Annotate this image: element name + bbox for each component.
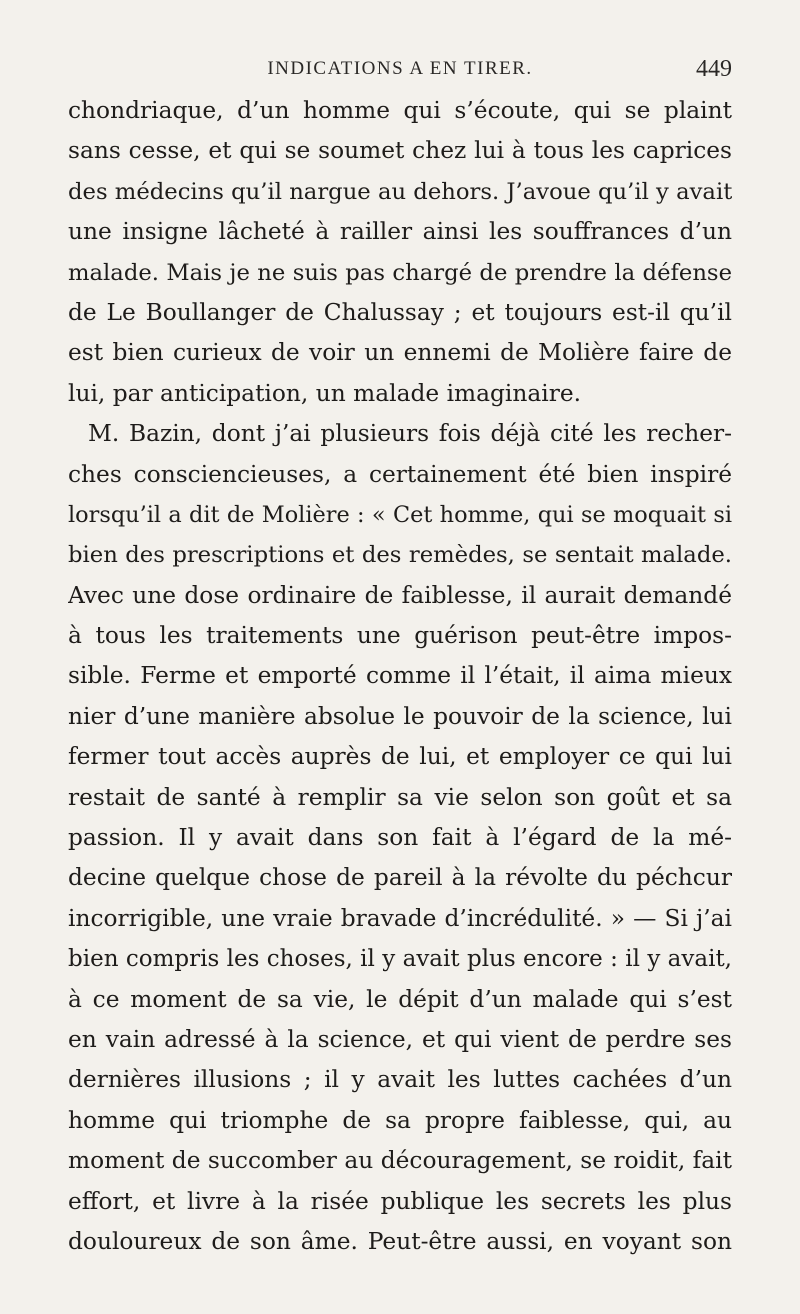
text-line: malade. Mais je ne suis pas chargé de prendre la défense <box>68 259 732 286</box>
running-title: INDICATIONS A EN TIRER. <box>267 58 533 79</box>
text-line: Avec une dose ordinaire de faiblesse, il aurait demandé <box>68 581 732 609</box>
text-line: une insigne lâcheté à railler ainsi les souffrances d’un <box>68 218 732 246</box>
text-line: lui, par anticipation, un malade imaginaire. <box>68 379 582 407</box>
text-line: ches consciencieuses, a certainement été bien inspiré <box>68 460 732 488</box>
text-line: bien des prescriptions et des remèdes, se sentait malade. <box>68 542 732 569</box>
text-line: nier d’une manière absolue le pouvoir de la science, lui <box>68 702 732 730</box>
text-line: effort, et livre à la risée publique les secrets les plus <box>68 1187 732 1215</box>
text-line: dernières illusions ; il y avait les luttes cachées d’un <box>68 1066 732 1094</box>
text-line: est bien curieux de voir un ennemi de Molière faire de <box>68 339 732 367</box>
text-line: sible. Ferme et emporté comme il l’était, il aima mieux <box>68 662 732 690</box>
text-line: passion. Il y avait dans son fait à l’égard de la mé- <box>68 824 732 852</box>
text-line: M. Bazin, dont j’ai plusieurs fois déjà cité les recher- <box>88 420 732 448</box>
text-line: decine quelque chose de pareil à la révolte du péchcur <box>68 864 732 892</box>
text-line: en vain adressé à la science, et qui vient de perdre ses <box>68 1025 732 1053</box>
text-line: douloureux de son âme. Peut-être aussi, en voyant son <box>68 1227 732 1255</box>
text-line: de Le Boullanger de Chalussay ; et toujours est-il qu’il <box>68 298 732 326</box>
text-line: à ce moment de sa vie, le dépit d’un malade qui s’est <box>68 985 732 1013</box>
text-line: chondriaque, d’un homme qui s’écoute, qui se plaint <box>68 97 732 124</box>
text-line: homme qui triomphe de sa propre faiblesse, qui, au <box>68 1106 732 1134</box>
text-line: à tous les traitements une guérison peut-être impos- <box>68 622 732 650</box>
text-line: bien compris les choses, il y avait plus encore : il y avait, <box>68 946 732 973</box>
text-line: lorsqu’il a dit de Molière : « Cet homme, qui se moquait si <box>68 501 732 528</box>
page-number: 449 <box>696 56 732 82</box>
text-line: restait de santé à remplir sa vie selon son goût et sa <box>68 783 732 811</box>
text-line: incorrigible, une vraie bravade d’incrédulité. » — Si j’ai <box>68 904 732 932</box>
text-line: sans cesse, et qui se soumet chez lui à tous les caprices <box>68 137 732 165</box>
running-header <box>68 58 732 88</box>
text-line: des médecins qu’il nargue au dehors. J’avoue qu’il y avait <box>68 178 732 205</box>
body-text <box>68 91 732 1262</box>
text-line: moment de succomber au découragement, se roidit, fait <box>68 1147 732 1175</box>
text-line: fermer tout accès auprès de lui, et employer ce qui lui <box>68 743 732 771</box>
